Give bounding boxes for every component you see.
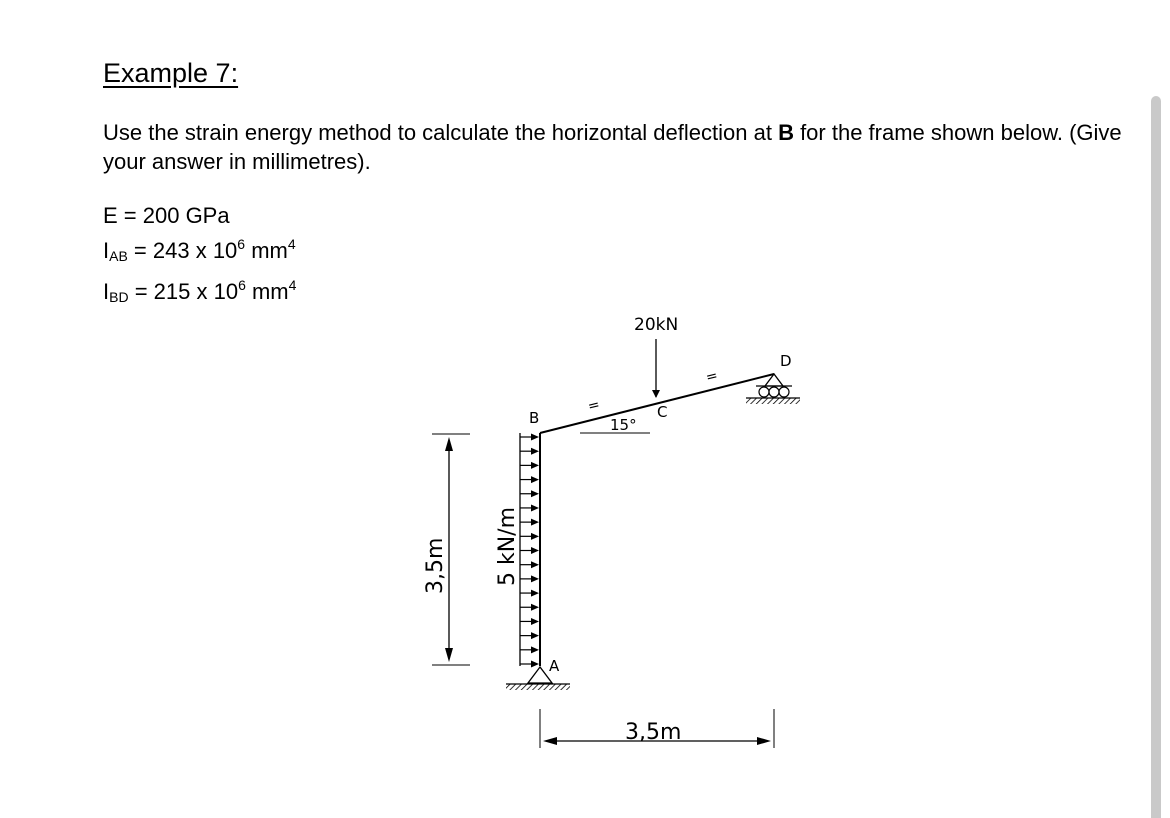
node-d-label: D: [780, 352, 792, 370]
node-b-label: B: [529, 409, 540, 427]
node-a-label: A: [549, 657, 560, 675]
udl-arrowhead-icon: [531, 575, 539, 582]
inertia-symbol: I: [103, 279, 110, 304]
inertia-unit-exponent: 4: [288, 277, 297, 293]
inertia-unit-exponent: 4: [287, 236, 296, 252]
udl-label: 5 kN/m: [495, 506, 520, 586]
width-dimension-label: 3,5m: [625, 720, 682, 745]
udl-arrowhead-icon: [531, 561, 539, 568]
equal-mark-bc: =: [586, 396, 602, 415]
udl-arrowhead-icon: [531, 661, 539, 668]
node-c-label: C: [657, 403, 668, 421]
modulus-line: E = 200 GPa: [103, 203, 230, 228]
inertia-exponent: 6: [237, 236, 246, 252]
udl-arrowhead-icon: [531, 604, 539, 611]
udl-arrowhead-icon: [531, 618, 539, 625]
udl-arrowhead-icon: [531, 590, 539, 597]
inertia-exponent: 6: [238, 277, 246, 293]
pin-support-icon: [506, 667, 570, 690]
udl-arrowhead-icon: [531, 632, 539, 639]
page-title: Example 7:: [103, 58, 239, 88]
udl-load: [520, 433, 539, 668]
inertia-unit: mm: [245, 238, 288, 263]
udl-arrowhead-icon: [531, 448, 539, 455]
udl-arrowhead-icon: [531, 533, 539, 540]
udl-arrowhead-icon: [531, 462, 539, 469]
udl-arrowhead-icon: [531, 476, 539, 483]
udl-arrowhead-icon: [531, 434, 539, 441]
inertia-subscript: AB: [109, 248, 128, 264]
statement-part-2: for the frame shown below. (Give your answer in millimetres).: [103, 120, 1122, 174]
load-label: 20kN: [634, 315, 679, 335]
udl-arrowhead-icon: [531, 519, 539, 526]
inertia-subscript: BD: [109, 289, 129, 305]
inertia-value: = 215 x 10: [128, 279, 239, 304]
inertia-value: = 243 x 10: [127, 238, 238, 263]
inertia-unit: mm: [245, 279, 289, 304]
udl-arrowhead-icon: [531, 646, 539, 653]
statement-part-1: Use the strain energy method to calculate the horizontal deflection at: [103, 120, 779, 145]
angle-label: 15°: [610, 416, 637, 434]
udl-arrowhead-icon: [531, 547, 539, 554]
equal-mark-cd: =: [704, 367, 720, 386]
scrollbar[interactable]: [1151, 96, 1161, 818]
height-dimension-label: 3,5m: [423, 537, 448, 594]
inertia-symbol: I: [103, 238, 110, 263]
statement-point: B: [778, 120, 794, 145]
udl-arrowhead-icon: [531, 490, 539, 497]
udl-arrowhead-icon: [531, 504, 539, 511]
